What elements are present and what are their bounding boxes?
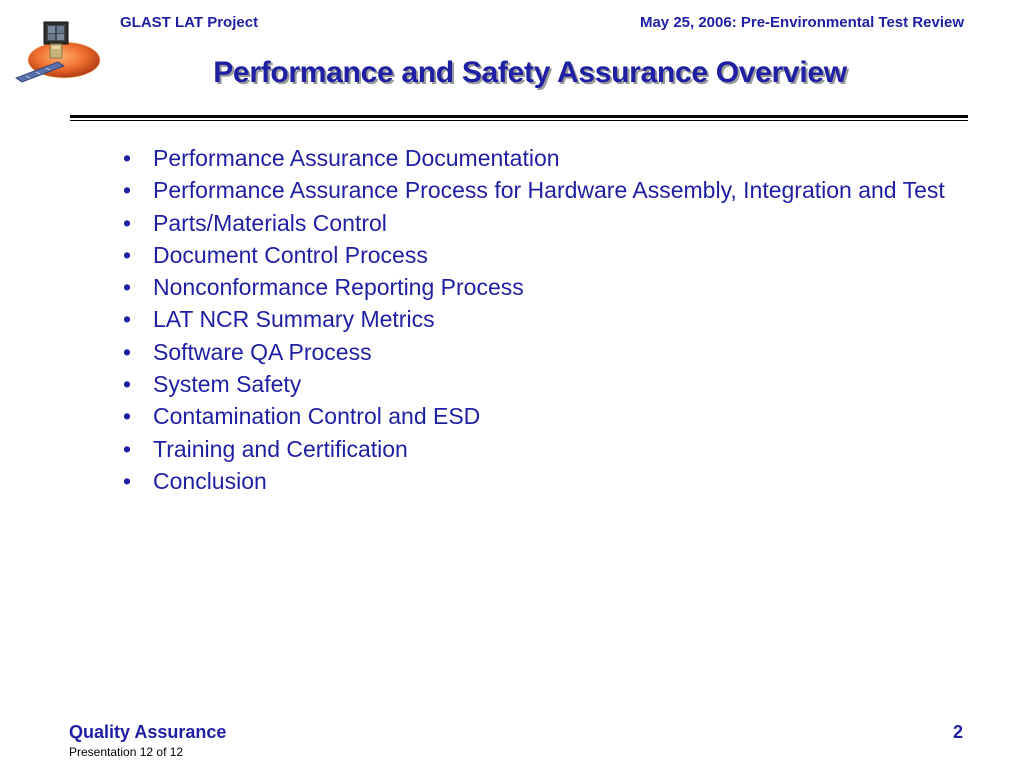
bullet-dot-icon: • — [123, 209, 132, 236]
list-item-text: Conclusion — [153, 467, 267, 494]
title-divider-thin — [70, 120, 968, 121]
list-item — [118, 176, 948, 204]
bullet-dot-icon: • — [123, 306, 132, 333]
list-item — [118, 338, 948, 366]
list-item-text: System Safety — [153, 371, 302, 398]
list-item-text: LAT NCR Summary Metrics — [153, 306, 435, 333]
footer-section: Quality Assurance — [69, 722, 227, 742]
list-item — [118, 273, 948, 301]
header-event: May 25, 2006: Pre-Environmental Test Review — [639, 14, 964, 31]
header-project: GLAST LAT Project — [120, 14, 259, 31]
footer-presentation: Presentation 12 of 12 — [69, 745, 184, 759]
bullet-dot-icon: • — [123, 145, 132, 171]
bullet-dot-icon: • — [123, 435, 132, 462]
list-item-text: Performance Assurance Process for Hardware Assembly, Integration and Test — [153, 177, 945, 204]
title-divider-thick — [70, 115, 968, 118]
list-item-text: Contamination Control and ESD — [153, 403, 481, 430]
bullet-dot-icon: • — [123, 467, 132, 494]
list-item — [118, 370, 948, 398]
page-number: 2 — [952, 722, 963, 742]
list-item — [118, 209, 948, 237]
bullet-dot-icon: • — [123, 177, 132, 204]
list-item — [118, 435, 948, 463]
agenda-list — [118, 144, 948, 499]
list-item-text: Performance Assurance Documentation — [153, 145, 560, 171]
list-item-text: Parts/Materials Control — [153, 209, 387, 236]
list-item-text: Document Control Process — [153, 241, 428, 268]
bullet-dot-icon: • — [123, 371, 132, 398]
list-item — [118, 305, 948, 333]
list-item-text: Nonconformance Reporting Process — [153, 274, 524, 301]
list-item — [118, 241, 948, 269]
bullet-dot-icon: • — [123, 403, 132, 430]
bullet-dot-icon: • — [123, 274, 132, 301]
list-item — [118, 144, 948, 172]
page-title: Performance and Safety Assurance Overview — [213, 56, 847, 89]
list-item — [118, 402, 948, 430]
bullet-dot-icon: • — [123, 241, 132, 268]
list-item-text: Training and Certification — [153, 435, 408, 462]
list-item-text: Software QA Process — [153, 338, 372, 365]
bullet-dot-icon: • — [123, 338, 132, 365]
list-item — [118, 467, 948, 495]
